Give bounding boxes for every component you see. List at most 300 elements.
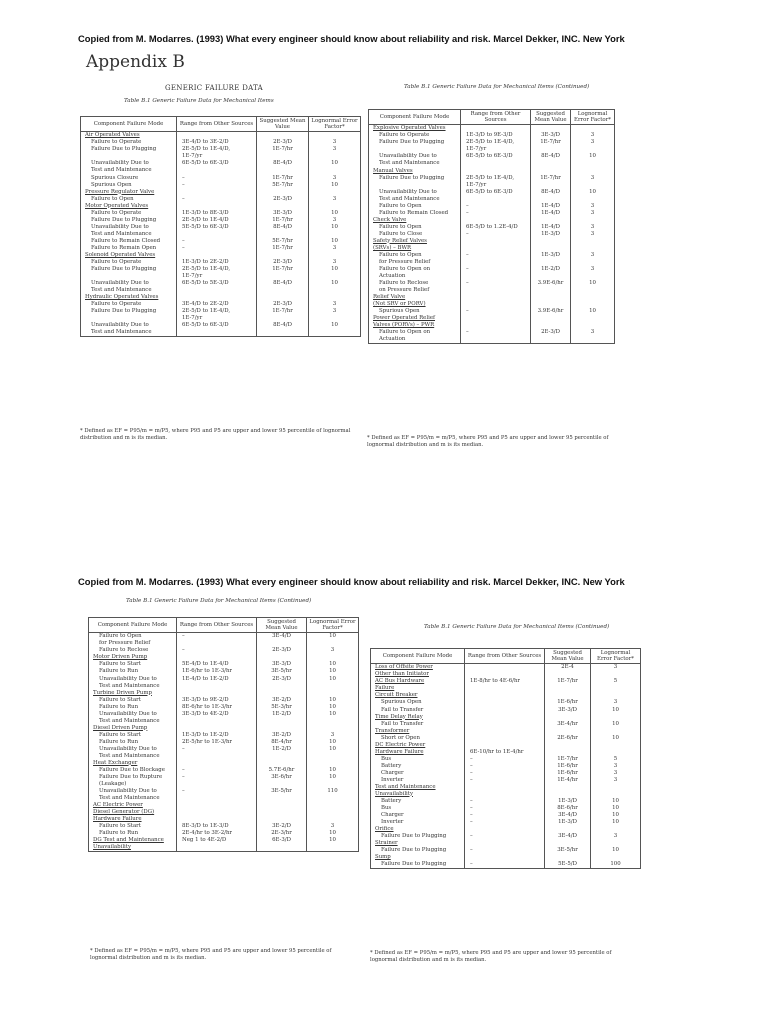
table-row [81, 224, 361, 238]
component-cell: Failure to Run [89, 830, 177, 837]
category-row [371, 714, 641, 721]
mean-value-cell [257, 654, 307, 661]
column-header-component: Component Failure Mode [371, 649, 465, 664]
table-row [81, 196, 361, 203]
category-row [371, 854, 641, 861]
mean-value-cell: 3E-6/hr [257, 774, 307, 788]
mean-value-cell: 2E-3/D [257, 259, 309, 266]
table-row [89, 739, 359, 746]
range-cell [465, 699, 545, 706]
mean-value-cell: 5.7E-6/hr [257, 767, 307, 774]
table-row [81, 175, 361, 182]
range-cell [461, 315, 531, 329]
error-factor-cell: 3 [309, 301, 361, 308]
table-row [371, 812, 641, 819]
mean-value-cell [545, 854, 591, 861]
column-header-error-factor: Lognormal Error Factor* [571, 110, 615, 125]
table-row [89, 767, 359, 774]
range-cell: 2E-5/D to 1E-4/D, 1E-7/yr [461, 139, 531, 153]
table-caption: Table B.1 Generic Failure Data for Mechanical Items (Continued) [404, 84, 590, 90]
mean-value-cell: 1E-7/hr [257, 217, 309, 224]
range-cell: 6E-5/D to 6E-3/D [177, 160, 257, 174]
mean-value-cell: 1E-7/hr [257, 266, 309, 280]
component-cell: Failure to Remain Open [81, 245, 177, 252]
range-cell: – [465, 756, 545, 763]
mean-value-cell: 5E-3/hr [257, 704, 307, 711]
component-cell: Hydraulic Operated Valves [81, 294, 177, 301]
mean-value-cell: 1E-4/D [531, 224, 571, 231]
category-row [89, 802, 359, 809]
range-cell: – [461, 280, 531, 294]
component-cell: Spurious Open [81, 182, 177, 189]
component-cell: Bus [371, 805, 465, 812]
error-factor-cell: 10 [309, 280, 361, 294]
component-cell: Failure to Run [89, 668, 177, 675]
table-footnote: * Defined as EF = P95/m = m/P5, where P95 and P5 are upper and lower 95 percentile of lognormal distribution and m is its median. [90, 948, 332, 961]
error-factor-cell: 10 [309, 224, 361, 238]
error-factor-cell [591, 854, 641, 861]
table-footnote: * Defined as EF = P95/m = m/P5, where P95 and P5 are upper and lower 95 percentile of lognormal distribution and m is its median. [367, 435, 609, 448]
mean-value-cell [257, 294, 309, 301]
mean-value-cell: 2E-3/D [257, 647, 307, 654]
component-cell: Failure to Open [369, 224, 461, 231]
component-cell: Explosive Operated Valves [369, 125, 461, 133]
mean-value-cell [257, 132, 309, 140]
error-factor-cell: 10 [307, 704, 359, 711]
range-cell: 8E-6/hr to 1E-3/hr [177, 704, 257, 711]
table-row [89, 711, 359, 725]
component-cell: Safety Relief Valves (SRVs) – BWR [369, 238, 461, 252]
table-row [371, 861, 641, 869]
error-factor-cell: 5 [591, 678, 641, 692]
component-cell: Failure to Remain Closed [81, 238, 177, 245]
range-cell: – [461, 210, 531, 217]
mean-value-cell: 1E-4/D [531, 210, 571, 217]
error-factor-cell [591, 784, 641, 798]
mean-value-cell [257, 802, 307, 809]
range-cell: 3E-4/D to 2E-2/D [177, 301, 257, 308]
component-cell: Failure to Start [89, 661, 177, 668]
mean-value-cell: 8E-4/D [531, 153, 571, 167]
range-cell: 5E-4/D to 1E-4/D [177, 661, 257, 668]
range-cell [177, 189, 257, 196]
error-factor-cell: 3 [591, 763, 641, 770]
range-cell: 2E-5/D to 1E-4/D, 1E-7/yr [461, 175, 531, 189]
mean-value-cell: 3E-5/hr [257, 788, 307, 802]
range-cell: – [461, 329, 531, 344]
component-cell: Check Valve [369, 217, 461, 224]
component-cell: Failure Due to Plugging [371, 847, 465, 854]
range-cell: – [461, 252, 531, 266]
component-cell: Failure Due to Plugging [369, 139, 461, 153]
error-factor-cell: 10 [591, 707, 641, 714]
error-factor-cell [307, 725, 359, 732]
table-row [81, 160, 361, 174]
range-cell [461, 168, 531, 175]
range-cell: – [465, 812, 545, 819]
category-row [371, 678, 641, 692]
range-cell: – [465, 798, 545, 805]
component-cell: Failure to Reclose [89, 647, 177, 654]
component-cell: Spurious Open [369, 308, 461, 315]
range-cell: 2E-5/D to 1E-4/D [177, 217, 257, 224]
component-cell: Failure to Run [89, 739, 177, 746]
error-factor-cell: 3 [309, 217, 361, 224]
range-cell: 2E-5/D to 1E-4/D, 1E-7/yr [177, 308, 257, 322]
mean-value-cell: 8E-4/D [257, 322, 309, 337]
component-cell: Failure to Operate [81, 139, 177, 146]
mean-value-cell: 1E-7/hr [545, 678, 591, 692]
category-row [371, 692, 641, 699]
range-cell: 1E-3/D to 1E-2/D [177, 732, 257, 739]
error-factor-cell: 10 [591, 735, 641, 742]
error-factor-cell: 3 [309, 245, 361, 252]
error-factor-cell [307, 802, 359, 809]
mean-value-cell: 2E-3/D [257, 196, 309, 203]
component-cell: Turbine Driven Pump [89, 690, 177, 697]
table-row [81, 217, 361, 224]
table-row [81, 280, 361, 294]
table-row [369, 308, 615, 315]
error-factor-cell: 3 [571, 139, 615, 153]
component-cell: Spurious Open [371, 699, 465, 706]
component-cell: Failure to Start [89, 823, 177, 830]
category-row [369, 315, 615, 329]
error-factor-cell [571, 238, 615, 252]
mean-value-cell: 1E-2/D [257, 711, 307, 725]
component-cell: Bus [371, 756, 465, 763]
component-cell: Charger [371, 770, 465, 777]
range-cell: – [177, 182, 257, 189]
component-cell: Failure Due to Rupture (Leakage) [89, 774, 177, 788]
mean-value-cell: 8E-4/D [257, 224, 309, 238]
error-factor-cell [307, 654, 359, 661]
category-row [81, 294, 361, 301]
column-header-component: Component Failure Mode [89, 618, 177, 633]
mean-value-cell: 1E-3/D [545, 819, 591, 826]
component-cell: Charger [371, 812, 465, 819]
error-factor-cell: 10 [591, 805, 641, 812]
mean-value-cell: 2E-6/hr [545, 735, 591, 742]
mean-value-cell [531, 125, 571, 133]
component-cell: Failure Due to Plugging [81, 308, 177, 322]
mean-value-cell: 1E-7/hr [531, 175, 571, 189]
range-cell: 2E-4/hr to 3E-2/hr [177, 830, 257, 837]
error-factor-cell: 10 [307, 661, 359, 668]
mean-value-cell [257, 809, 307, 823]
mean-value-cell: 8E-4/D [257, 160, 309, 174]
error-factor-cell: 10 [307, 837, 359, 852]
error-factor-cell: 3 [571, 266, 615, 280]
component-cell: Failure to Start [89, 697, 177, 704]
column-header-range: Range from Other Sources [177, 117, 257, 132]
category-row [89, 690, 359, 697]
range-cell [177, 294, 257, 301]
table-row [89, 676, 359, 690]
component-cell: Loss of Offsite Power Other than Initiator [371, 664, 465, 679]
range-cell [465, 742, 545, 749]
component-cell: Failure Due to Plugging [81, 266, 177, 280]
component-cell: Inverter [371, 819, 465, 826]
table-row [369, 231, 615, 238]
mean-value-cell: 1E-6/hr [545, 763, 591, 770]
table-row [369, 189, 615, 203]
mean-value-cell [257, 760, 307, 767]
error-factor-cell: 10 [571, 153, 615, 167]
component-cell: Orifice [371, 826, 465, 833]
mean-value-cell: 2E-3/D [257, 139, 309, 146]
range-cell: 2E-5/D to 1E-4/D, 1E-7/yr [177, 146, 257, 160]
error-factor-cell [571, 294, 615, 308]
range-cell: 6E-5/D to 6E-3/D [461, 189, 531, 203]
component-cell: Diesel Driven Pump [89, 725, 177, 732]
column-header-component: Component Failure Mode [369, 110, 461, 125]
column-header-range: Range from Other Sources [465, 649, 545, 664]
mean-value-cell: 2E-3/D [257, 676, 307, 690]
table-row [89, 647, 359, 654]
component-cell: Unavailability Due to Test and Maintenance [89, 788, 177, 802]
category-row [371, 749, 641, 756]
error-factor-cell [571, 315, 615, 329]
table-row [371, 763, 641, 770]
mean-value-cell: 2E-4 [545, 664, 591, 679]
range-cell: 3E-3/D to 9E-2/D [177, 697, 257, 704]
component-cell: Failure to Run [89, 704, 177, 711]
range-cell: – [465, 861, 545, 869]
component-cell: Short or Open [371, 735, 465, 742]
table-row [81, 139, 361, 146]
range-cell: – [177, 175, 257, 182]
error-factor-cell: 3 [309, 175, 361, 182]
table-row [371, 699, 641, 706]
range-cell: Neg 1 to 4E-2/D [177, 837, 257, 852]
component-cell: AC Electric Power [89, 802, 177, 809]
range-cell: – [465, 847, 545, 854]
column-header-component: Component Failure Mode [81, 117, 177, 132]
range-cell: – [177, 767, 257, 774]
column-header-range: Range from Other Sources [177, 618, 257, 633]
range-cell [465, 721, 545, 728]
component-cell: DC Electric Power [371, 742, 465, 749]
component-cell: Test and Maintenance Unavailability [371, 784, 465, 798]
table-row [81, 322, 361, 337]
range-cell [461, 238, 531, 252]
error-factor-cell: 3 [591, 833, 641, 840]
category-row [369, 125, 615, 133]
mean-value-cell: 1E-2/D [531, 266, 571, 280]
category-row [89, 760, 359, 767]
range-cell [177, 203, 257, 210]
range-cell: – [177, 238, 257, 245]
range-cell [465, 692, 545, 699]
component-cell: Sump [371, 854, 465, 861]
component-cell: Failure Due to Plugging [81, 146, 177, 160]
error-factor-cell: 10 [307, 676, 359, 690]
component-cell: Failure to Operate [81, 301, 177, 308]
source-citation: Copied from M. Modarres. (1993) What every engineer should know about reliability and risk. Marcel Dekker, INC. New York [78, 576, 625, 587]
error-factor-cell: 3 [571, 203, 615, 210]
column-header-mean: Suggested Mean Value [257, 618, 307, 633]
category-row [369, 238, 615, 252]
component-cell: Unavailability Due to Test and Maintenance [369, 153, 461, 167]
range-cell [177, 690, 257, 697]
component-cell: Failure Due to Plugging [81, 217, 177, 224]
error-factor-cell: 10 [307, 711, 359, 725]
table-row [369, 280, 615, 294]
component-cell: Failure to Remain Closed [369, 210, 461, 217]
range-cell: – [177, 633, 257, 648]
component-cell: Spurious Closure [81, 175, 177, 182]
range-cell: – [465, 777, 545, 784]
mean-value-cell: 3E-2/D [257, 697, 307, 704]
range-cell [465, 714, 545, 721]
mean-value-cell: 1E-7/hr [257, 308, 309, 322]
category-row [89, 837, 359, 852]
component-cell: Failure Due to Plugging [369, 175, 461, 189]
error-factor-cell: 110 [307, 788, 359, 802]
mean-value-cell: 1E-4/hr [545, 777, 591, 784]
error-factor-cell: 10 [307, 739, 359, 746]
range-cell [177, 802, 257, 809]
mean-value-cell: 3E-2/D [257, 823, 307, 830]
mean-value-cell: 2E-3/hr [257, 830, 307, 837]
table-row [89, 774, 359, 788]
mean-value-cell: 1E-3/D [531, 252, 571, 266]
component-cell: Strainer [371, 840, 465, 847]
range-cell [465, 707, 545, 714]
error-factor-cell: 10 [307, 633, 359, 648]
category-row [81, 189, 361, 196]
range-cell [461, 294, 531, 308]
mean-value-cell [531, 168, 571, 175]
range-cell: 2E-5/hr to 1E-3/hr [177, 739, 257, 746]
range-cell: 6E-5/D to 6E-3/D [461, 153, 531, 167]
error-factor-cell: 10 [591, 847, 641, 854]
component-cell: Unavailability Due to Test and Maintenance [81, 322, 177, 337]
mean-value-cell: 1E-3/D [545, 798, 591, 805]
component-cell: DG Test and Maintenance Unavailability [89, 837, 177, 852]
error-factor-cell: 10 [591, 798, 641, 805]
table-row [369, 203, 615, 210]
range-cell: – [465, 770, 545, 777]
error-factor-cell [309, 203, 361, 210]
component-cell: Failure to Open [81, 196, 177, 203]
error-factor-cell: 10 [309, 322, 361, 337]
component-cell: Fail to Transfer [371, 707, 465, 714]
mean-value-cell [545, 728, 591, 735]
mean-value-cell: 6E-3/D [257, 837, 307, 852]
mean-value-cell [531, 217, 571, 224]
column-header-mean: Suggested Mean Value [531, 110, 571, 125]
component-cell: Battery [371, 798, 465, 805]
range-cell [177, 252, 257, 259]
mean-value-cell: 3E-3/D [531, 132, 571, 139]
range-cell: 1E-6/hr to 1E-3/hr [177, 668, 257, 675]
error-factor-cell: 10 [571, 189, 615, 203]
range-cell [465, 735, 545, 742]
table-row [371, 798, 641, 805]
error-factor-cell [591, 728, 641, 735]
error-factor-cell: 10 [591, 721, 641, 728]
mean-value-cell [545, 784, 591, 798]
table-row [371, 770, 641, 777]
table-row [81, 238, 361, 245]
error-factor-cell: 3 [591, 770, 641, 777]
mean-value-cell: 8E-4/hr [257, 739, 307, 746]
category-row [89, 654, 359, 661]
error-factor-cell: 3 [309, 196, 361, 203]
range-cell [177, 132, 257, 140]
range-cell [177, 760, 257, 767]
component-cell: Manual Valves [369, 168, 461, 175]
table-row [371, 819, 641, 826]
error-factor-cell [309, 294, 361, 301]
table-footnote: * Defined as EF = P95/m = m/P5, where P95 and P5 are upper and lower 95 percentile of lognormal distribution and m is its median. [370, 950, 612, 963]
component-cell: Unavailability Due to Test and Maintenance [89, 711, 177, 725]
error-factor-cell: 3 [591, 664, 641, 679]
mean-value-cell: 3E-4/D [545, 833, 591, 840]
component-cell: Heat Exchanger [89, 760, 177, 767]
mean-value-cell: 2E-3/D [257, 301, 309, 308]
mean-value-cell: 1E-6/hr [545, 770, 591, 777]
category-row [369, 294, 615, 308]
component-cell: Inverter [371, 777, 465, 784]
range-cell: 1E-8/hr to 4E-6/hr [465, 678, 545, 692]
range-cell: – [177, 774, 257, 788]
range-cell: 6E-5/D to 1.2E-4/D [461, 224, 531, 231]
table-caption: Table B.1 Generic Failure Data for Mechanical Items (Continued) [126, 598, 312, 604]
error-factor-cell [307, 809, 359, 823]
component-cell: Failure to Close [369, 231, 461, 238]
error-factor-cell: 10 [307, 774, 359, 788]
mean-value-cell [531, 294, 571, 308]
range-cell: – [465, 833, 545, 840]
mean-value-cell [257, 203, 309, 210]
component-cell: Unavailability Due to Test and Maintenance [81, 224, 177, 238]
table-row [369, 132, 615, 139]
component-cell: Solenoid Operated Valves [81, 252, 177, 259]
component-cell: Failure to Open on Actuation [369, 329, 461, 344]
component-cell: Failure to Open [369, 203, 461, 210]
error-factor-cell: 10 [571, 308, 615, 315]
mean-value-cell [545, 826, 591, 833]
range-cell [465, 664, 545, 679]
table-row [371, 735, 641, 742]
error-factor-cell: 10 [309, 210, 361, 217]
error-factor-cell: 10 [591, 819, 641, 826]
error-factor-cell: 10 [307, 767, 359, 774]
component-cell: Relief Valve (Not SRV or PORV) [369, 294, 461, 308]
source-citation: Copied from M. Modarres. (1993) What every engineer should know about reliability and risk. Marcel Dekker, INC. New York [78, 33, 625, 44]
range-cell [465, 826, 545, 833]
error-factor-cell [591, 714, 641, 721]
component-cell: Failure to Open for Pressure Relief [89, 633, 177, 648]
error-factor-cell [309, 132, 361, 140]
range-cell [461, 125, 531, 133]
table-row [371, 847, 641, 854]
range-cell [465, 854, 545, 861]
table-row [369, 266, 615, 280]
component-cell: Failure to Open for Pressure Relief [369, 252, 461, 266]
table-row [81, 259, 361, 266]
range-cell: 3E-3/D to 4E-2/D [177, 711, 257, 725]
table-row [81, 308, 361, 322]
range-cell: 1E-3/D to 9E-3/D [461, 132, 531, 139]
component-cell: Hardware Failure [371, 749, 465, 756]
component-cell: Failure Due to Blockage [89, 767, 177, 774]
table-row [89, 704, 359, 711]
component-cell: AC Bus Hardware Failure [371, 678, 465, 692]
